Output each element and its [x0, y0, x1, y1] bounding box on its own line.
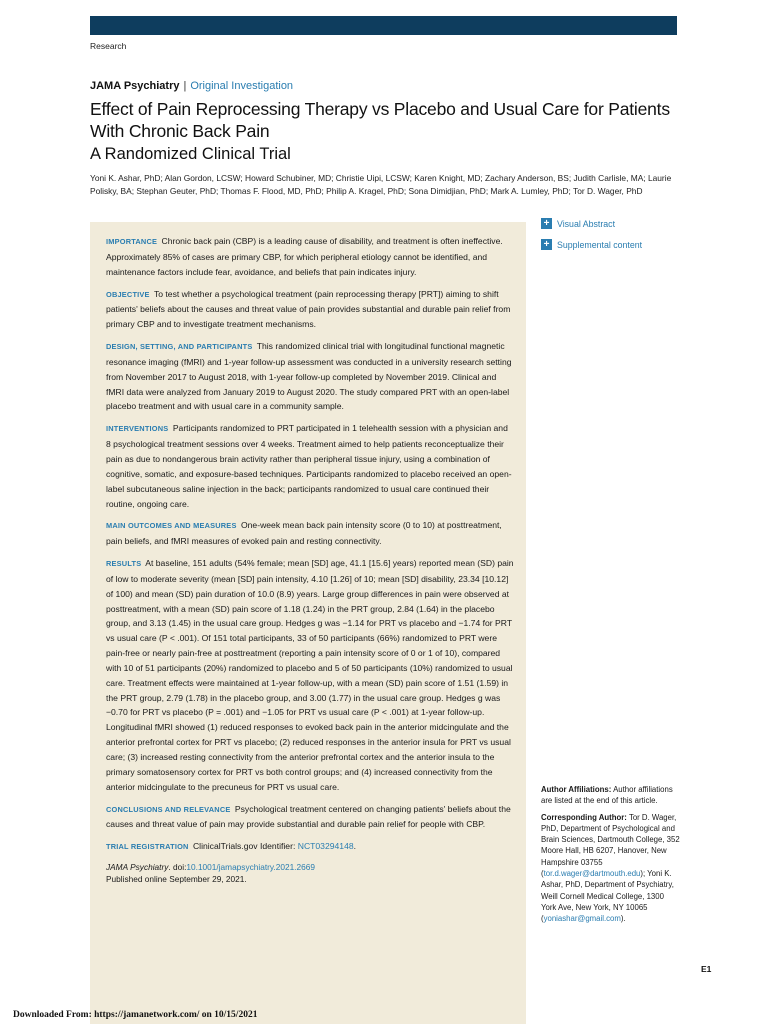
email-link[interactable]: yoniashar@gmail.com: [543, 914, 621, 924]
abstract-heading: RESULTS: [106, 559, 142, 569]
affiliations-label: Author Affiliations:: [541, 785, 612, 794]
affiliations-text: Author affiliations are listed at the end of this article.: [541, 785, 673, 806]
abstract-heading: MAIN OUTCOMES AND MEASURES: [106, 521, 237, 531]
trial-registration: [106, 839, 514, 855]
trial-registration-text: ClinicalTrials.gov Identifier:: [192, 841, 298, 852]
trial-identifier-link[interactable]: NCT03294148: [297, 841, 354, 852]
abstract-heading: IMPORTANCE: [106, 237, 158, 246]
plus-icon: +: [541, 239, 552, 250]
abstract-text: Psychological treatment centered on changing patients' beliefs about the causes and threat value of pain may provide substantial and durable pain relief for people with CBP.: [106, 803, 511, 830]
affiliations-sidebar: [541, 784, 681, 930]
journal-line: [90, 80, 293, 92]
side-links: [541, 217, 681, 259]
corresponding-author: [541, 812, 681, 925]
top-header-bar: [90, 16, 677, 35]
article-subtitle: A Randomized Clinical Trial: [90, 145, 291, 163]
citation: [106, 862, 514, 885]
visual-abstract-link[interactable]: [541, 217, 681, 230]
journal-name: JAMA Psychiatry: [90, 80, 180, 92]
corresponding-label: Corresponding Author:: [541, 812, 627, 822]
abstract-heading: DESIGN, SETTING, AND PARTICIPANTS: [106, 342, 253, 352]
abstract-heading: TRIAL REGISTRATION: [106, 842, 189, 852]
side-link-label: Visual Abstract: [557, 218, 616, 229]
corresponding-text: ); Yoni K. Ashar, PhD, Department of Psychiatry, Weill Cornell Medical College, 1300 York Ave, New York, NY 10065 (: [541, 869, 674, 924]
abstract-interventions: [106, 421, 514, 511]
abstract-conclusions: [106, 802, 514, 833]
article-type: Original Investigation: [190, 80, 294, 92]
abstract-text: One-week mean back pain intensity score (0 to 10) at posttreatment, pain beliefs, and fMRI measures of evoked pain and resting connectivity.: [106, 520, 502, 547]
citation-journal: JAMA Psychiatry: [106, 862, 169, 873]
section-label: Research: [90, 41, 127, 51]
abstract-heading: CONCLUSIONS AND RELEVANCE: [106, 804, 231, 814]
article-title: Effect of Pain Reprocessing Therapy vs Placebo and Usual Care for Patients With Chronic Back Pain: [90, 99, 670, 141]
abstract-heading: OBJECTIVE: [106, 289, 150, 299]
author-list: Yoni K. Ashar, PhD; Alan Gordon, LCSW; Howard Schubiner, MD; Christie Uipi, LCSW; Karen Knight, MD; Zachary Anderson, BS; Judith Carlisle, MA; Laurie Polisky, BA; Stephan Geuter, PhD; Thomas F. Flood, MD, PhD; Philip A. Kragel, PhD; Sona Dimidjian, PhD; Mark A. Lumley, PhD; Tor D. Wager, PhD: [90, 173, 672, 196]
abstract-heading: INTERVENTIONS: [106, 424, 169, 434]
abstract-objective: [106, 287, 514, 333]
abstract-outcomes: [106, 518, 514, 549]
email-link[interactable]: tor.d.wager@dartmouth.edu: [543, 869, 641, 879]
plus-icon: +: [541, 218, 552, 229]
author-affiliations: [541, 784, 681, 807]
abstract-text: Participants randomized to PRT participated in 1 telehealth session with a physician and 8 psychological treatment sessions over 4 weeks. Treatment aimed to help patients reconceptualize their pain as due to nondangerous brain activity rather than peripheral tissue injury, using a combination of cognitive, somatic, and exposure-based techniques. Participants randomized to placebo received an open-label subcutaneous saline injection in the back; participants randomized to usual care continued their routine, ongoing care.: [106, 423, 512, 509]
page-number: E1: [701, 964, 712, 974]
journal-separator: |: [183, 80, 187, 92]
abstract-text: To test whether a psychological treatment (pain reprocessing therapy [PRT]) aiming to shift patients' beliefs about the causes and threat value of pain provides substantial and durable pain relief from primary CBP and to investigate treatment mechanisms.: [106, 288, 511, 330]
citation-doi-prefix: . doi:: [168, 862, 187, 873]
published-date: Published online September 29, 2021.: [106, 873, 247, 884]
abstract-box: [90, 222, 526, 1024]
trial-registration-end: .: [353, 841, 357, 852]
corresponding-text: Tor D. Wager, PhD, Department of Psychological and Brain Sciences, Dartmouth College, 352 Moore Hall, HB 6207, Hanover, New Hampshire 03755 (: [541, 812, 680, 879]
abstract-text: This randomized clinical trial with longitudinal functional magnetic resonance imaging (fMRI) and 1-year follow-up assessment was conducted in a university research setting from November 2017 to August 2018, with 1-year follow-up completed by November 2019. Clinical and fMRI data were analyzed from January 2019 to August 2020. The study compared PRT with an open-label placebo treatment and with usual care in a community sample.: [106, 341, 512, 412]
abstract-text: At baseline, 151 adults (54% female; mean [SD] age, 41.1 [15.6] years) reported mean (SD) pain of low to moderate severity (mean [SD] pain intensity, 4.10 [1.26] of 10; mean [SD] disability, 23.34 [10.12] of 100) and mean (SD) pain duration of 10.0 (8.9) years. Large group differences in pain were observed at posttreatment, with a mean (SD) pain score of 1.18 (1.24) in the PRT group, 2.84 (1.64) in the placebo group, and 3.13 (1.45) in the usual care group. Hedges g was −1.14 for PRT vs placebo and −1.74 for PRT vs usual care (P < .001). Of 151 total participants, 33 of 50 participants (66%) randomized to PRT were pain-free or nearly pain-free at posttreatment (reporting a pain intensity score of 0 or 1 of 10), compared with 10 of 51 participants (20%) randomized to placebo and 5 of 50 participants (10%) randomized to usual care. Treatment effects were maintained at 1-year follow-up, with a mean (SD) pain score of 1.51 (1.59) in the PRT group, 2.79 (1.78) in the placebo group, and 3.00 (1.77) in the usual care group. Hedges g was −0.70 for PRT vs placebo (P = .001) and −1.05 for PRT vs usual care (P < .001) at 1-year follow-up. Longitudinal fMRI showed (1) reduced responses to evoked back pain in the anterior midcingulate and the anterior prefrontal cortex for PRT vs placebo; (2) reduced responses in the anterior insula for PRT vs usual care; (3) increased resting connectivity from the anterior prefrontal cortex and the anterior insula to the primary somatosensory cortex for PRT vs both control groups; and (4) increased connectivity from the anterior midcingulate to the precuneus for PRT vs usual care.: [106, 558, 514, 792]
abstract-content: [106, 234, 514, 885]
supplemental-content-link[interactable]: [541, 238, 681, 251]
doi-link[interactable]: 10.1001/jamapsychiatry.2021.2669: [186, 862, 315, 873]
abstract-results: [106, 556, 514, 795]
abstract-design: [106, 339, 514, 414]
side-link-label: Supplemental content: [557, 239, 643, 250]
corresponding-text: ).: [620, 914, 626, 924]
download-footer: Downloaded From: https://jamanetwork.com/ on 10/15/2021: [13, 1010, 258, 1020]
abstract-importance: [106, 234, 514, 280]
abstract-text: Chronic back pain (CBP) is a leading cause of disability, and treatment is often ineffective. Approximately 85% of cases are primary CBP, for which peripheral etiology cannot be identified, and maintenance factors include fear, avoidance, and beliefs that pain indicates injury.: [106, 236, 503, 277]
